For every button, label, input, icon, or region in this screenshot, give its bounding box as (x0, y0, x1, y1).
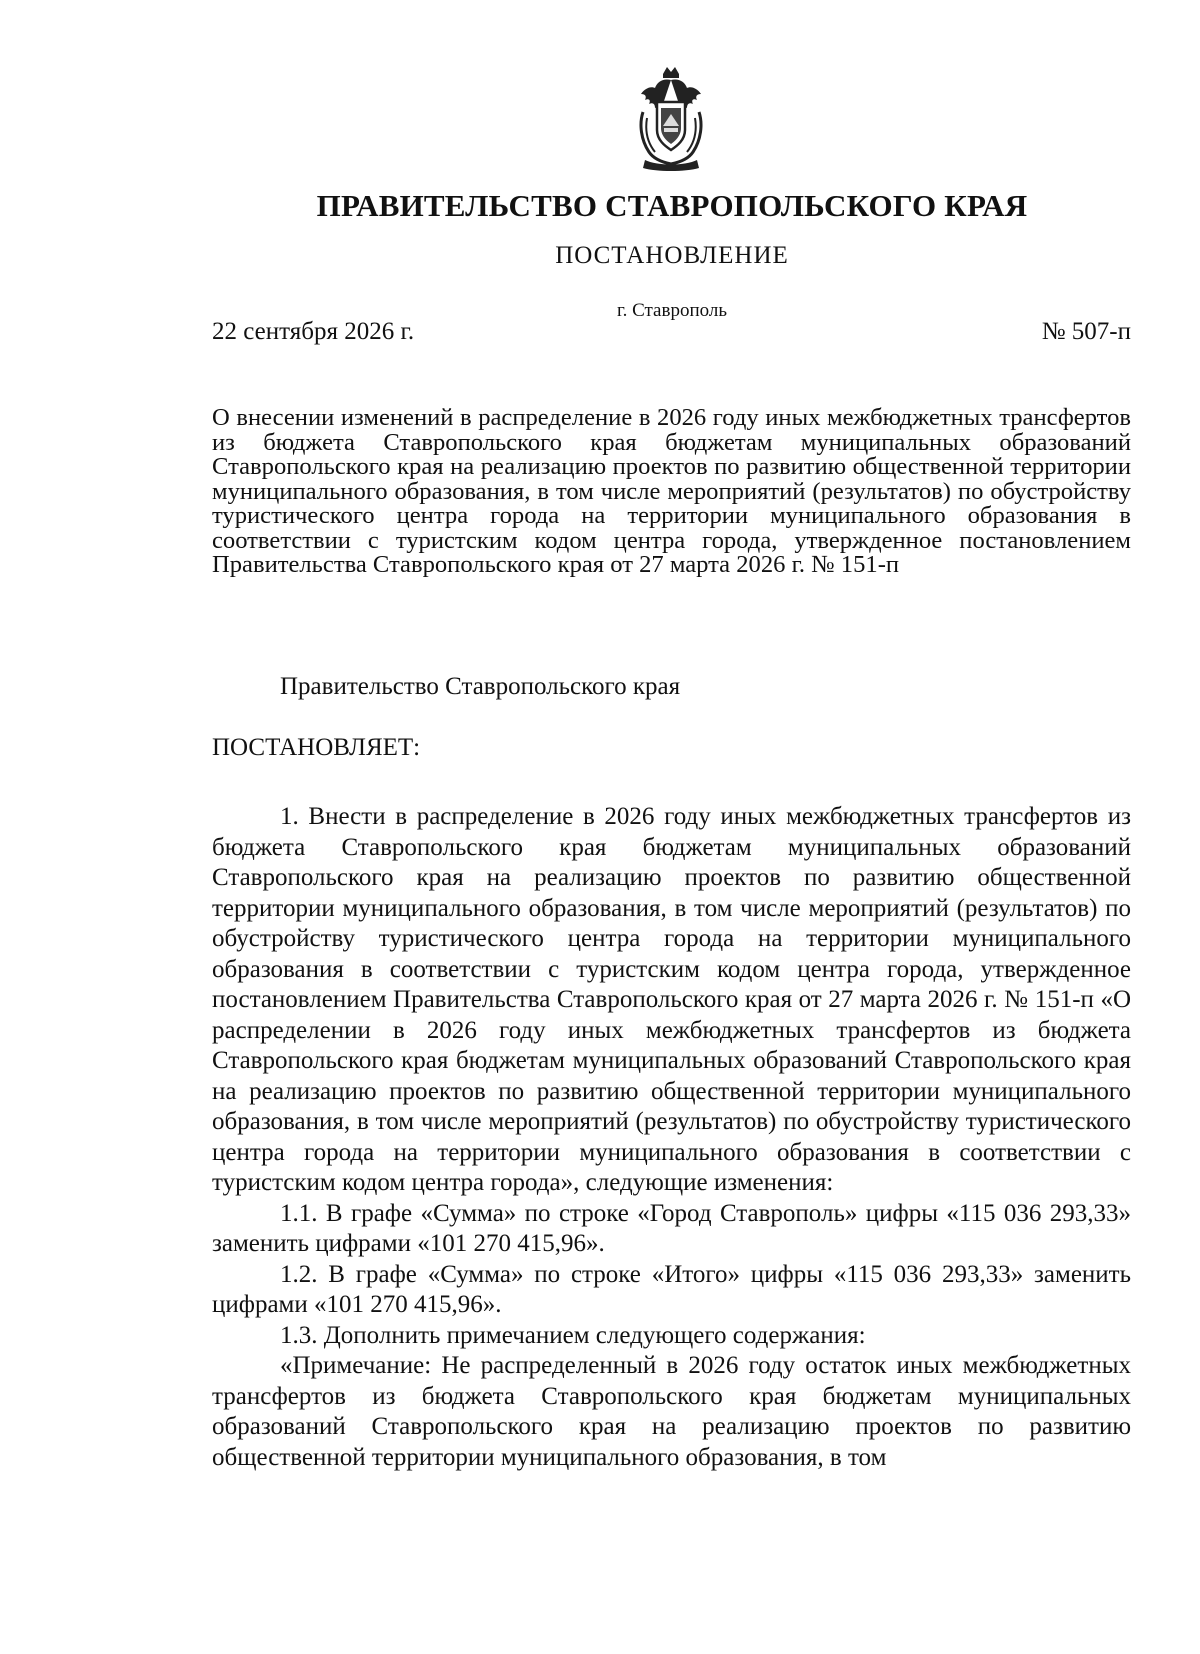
paragraph-note: «Примечание: Не распределенный в 2026 году остаток иных межбюджетных трансфертов из бюджета Ставропольского края бюджетам муниципальных образований Ставропольского края на реализацию проектов по развитию общественной территории муниципального образования, в том (212, 1352, 1131, 1471)
document-city: г. Ставрополь (616, 300, 728, 321)
decree-word: ПОСТАНОВЛЯЕТ: (212, 734, 421, 761)
document-number: № 507-п (1041, 318, 1131, 345)
document-type: ПОСТАНОВЛЕНИЕ (555, 242, 789, 269)
government-line: Правительство Ставропольского края (280, 673, 681, 700)
paragraph-1: 1. Внести в распределение в 2026 году иных межбюджетных трансфертов из бюджета Ставропольского края бюджетам муниципальных образований Ставропольского края на реализацию проектов по развитию общественной территории муниципального образования, в том числе мероприятий (результатов) по обустройству туристического центра города на территории муниципального образования в соответствии с туристским кодом центра города, утвержденное постановлением Правительства Ставропольского края от 27 марта 2026 г. № 151-п «О распределении в 2026 году иных межбюджетных трансфертов из бюджета Ставропольского края бюджетам муниципальных образований Ставропольского края на реализацию проектов по развитию общественной территории муниципального образования, в том числе мероприятий (результатов) по обустройству туристического центра города на территории муниципального образования в соответствии с туристским кодом центра города», следующие изменения: (212, 803, 1131, 1196)
resolution-paragraphs (212, 802, 1131, 1473)
document-subject: О внесении изменений в распределение в 2026 году иных межбюджетных трансфертов из бюджета Ставропольского края бюджетам муниципальных образований Ставропольского края на реализацию проектов по развитию общественной территории муниципального образования, в том числе мероприятий (результатов) по обустройству туристического центра города на территории муниципального образования в соответствии с туристским кодом центра города, утвержденное постановлением Правительства Ставропольского края от 27 марта 2026 г. № 151-п (212, 404, 1131, 578)
document-date: 22 сентября 2026 г. (212, 318, 415, 345)
government-title: ПРАВИТЕЛЬСТВО СТАВРОПОЛЬСКОГО КРАЯ (316, 188, 1028, 223)
coat-of-arms-icon (633, 64, 709, 172)
paragraph-1-3: 1.3. Дополнить примечанием следующего содержания: (280, 1321, 866, 1349)
paragraph-1-1: 1.1. В графе «Сумма» по строке «Город Ставрополь» цифры «115 036 293,33» заменить цифрами «101 270 415,96». (212, 1199, 1131, 1257)
paragraph-1-2: 1.2. В графе «Сумма» по строке «Итого» цифры «115 036 293,33» заменить цифрами «101 270 415,96». (212, 1260, 1131, 1318)
